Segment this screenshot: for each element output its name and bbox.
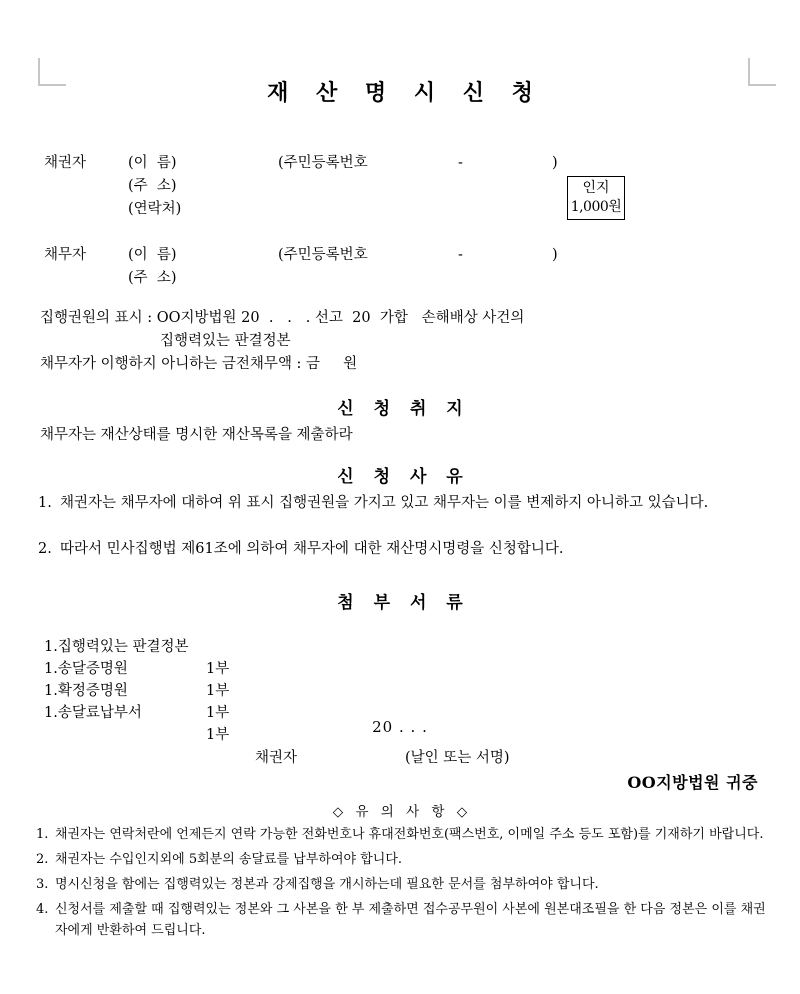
reason-item-1-text: 채권자는 채무자에 대하여 위 표시 집행권원을 가지고 있고 채무자는 이를 변제하지 아니하고 있습니다. [60, 495, 709, 511]
claim-amount-line: 채무자가 이행하지 아니하는 금전채무액 : 금 원 [40, 356, 358, 372]
debtor-name-field[interactable]: (이 름) [128, 247, 177, 263]
notice-heading: ◇ 유 의 사 항 ◇ [332, 804, 472, 820]
signature-creditor-label: 채권자 [255, 750, 298, 766]
reason-item-1-number: 1. [38, 495, 52, 511]
debtor-rrn-dash: - [458, 247, 463, 263]
page-title: 재 산 명 시 신 청 [267, 80, 543, 106]
notice-item-text: 신청서를 제출할 때 집행력있는 정본와 그 사본을 한 부 제출하면 접수공무원이 사본에 원본대조필을 한 다음 정본은 이를 채권자에게 반환하여 드립니다. [55, 902, 766, 938]
creditor-name-field[interactable]: (이 름) [128, 155, 177, 171]
notice-item-number: 4. [36, 902, 49, 917]
revenue-stamp-box [567, 176, 625, 220]
debtor-label: 채무자 [44, 247, 87, 263]
creditor-label: 채권자 [44, 155, 87, 171]
attachment-quantity: 1부 [206, 705, 230, 721]
notice-item-text: 명시신청을 함에는 집행력있는 정본과 강제집행을 개시하는데 필요한 문서를 첨부하여야 합니다. [55, 877, 599, 892]
notice-item-number: 1. [36, 827, 49, 842]
debtor-address-field[interactable]: (주 소) [128, 270, 177, 286]
notice-item [36, 899, 766, 941]
creditor-address-field[interactable]: (주 소) [128, 178, 177, 194]
attachment-name: 1.송달료납부서 [44, 705, 142, 721]
claim-document-line: 집행력있는 판결정본 [160, 333, 291, 349]
addressed-court: OO지방법원 귀중 [627, 773, 758, 792]
attachments-heading: 첨 부 서 류 [337, 593, 470, 613]
debtor-rrn-label: (주민등록번호 [278, 247, 368, 263]
attachment-name: 1.집행력있는 판결정본 [44, 639, 189, 655]
notice-item-number: 3. [36, 877, 49, 892]
creditor-rrn-dash: - [458, 155, 463, 171]
debtor-rrn-close: ) [552, 247, 558, 263]
attachment-name: 1.송달증명원 [44, 661, 128, 677]
attachment-name: 1.확정증명원 [44, 683, 128, 699]
purpose-heading: 신 청 취 지 [337, 399, 470, 419]
claim-title-line: 집행권원의 표시 : OO지방법원 20 . . . 선고 20 가합 손해배상 사건의 [40, 310, 525, 326]
reason-item-2-number: 2. [38, 541, 52, 557]
attachment-quantity: 1부 [206, 661, 230, 677]
notice-item-text: 채권자는 연락처란에 언제든지 연락 가능한 전화번호나 휴대전화번호(팩스번호, 이메일 주소 등도 포함)를 기재하기 바랍니다. [55, 827, 764, 842]
notice-list [36, 824, 766, 945]
signature-seal-note[interactable]: (날인 또는 서명) [405, 750, 510, 766]
stamp-label: 인지 [582, 180, 610, 196]
signature-date[interactable]: 20 . . . [372, 718, 428, 736]
attachment-quantity: 1부 [206, 727, 230, 743]
notice-item [36, 824, 766, 845]
notice-item [36, 849, 766, 870]
reason-heading: 신 청 사 유 [337, 467, 470, 487]
creditor-contact-field[interactable]: (연락처) [128, 201, 182, 217]
reason-item-2-text: 따라서 민사집행법 제61조에 의하여 채무자에 대한 재산명시명령을 신청합니다. [60, 541, 564, 557]
creditor-rrn-close: ) [552, 155, 558, 171]
notice-item-number: 2. [36, 852, 49, 867]
notice-item [36, 874, 766, 895]
purpose-body: 채무자는 재산상태를 명시한 재산목록을 제출하라 [40, 427, 353, 443]
attachment-quantity: 1부 [206, 683, 230, 699]
creditor-rrn-label: (주민등록번호 [278, 155, 368, 171]
notice-item-text: 채권자는 수입인지외에 5회분의 송달료를 납부하여야 합니다. [55, 852, 403, 867]
stamp-amount: 1,000원 [570, 199, 622, 215]
